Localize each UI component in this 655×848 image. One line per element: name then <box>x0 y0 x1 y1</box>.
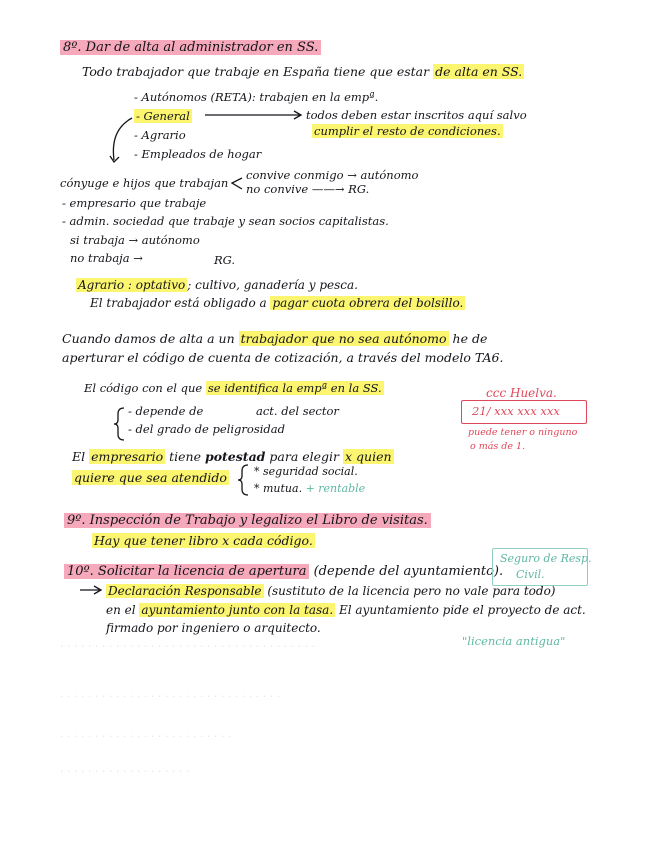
section-10-title: 10º. Solicitar la licencia de apertura (depende del ayuntamiento). <box>64 564 503 579</box>
ccc-note-2: o más de 1. <box>470 441 526 452</box>
rg-label: RG. <box>214 253 236 267</box>
seguro-label-1: Seguro de Resp. <box>500 552 592 565</box>
brace-icon <box>114 408 124 440</box>
noconvive-line: no convive ——→ RG. <box>246 182 370 196</box>
admin-line: - admin. sociedad que trabaje y sean socios capitalistas. <box>62 214 389 228</box>
convive-line: convive conmigo → autónomo <box>246 168 419 182</box>
s8-line-1: Todo trabajador que trabaje en España tiene que estar de alta en SS. <box>82 64 523 79</box>
agrario-optativo: Agrario : optativo ; cultivo, ganadería y pesca. <box>78 278 358 292</box>
ccc-label: ccc Huelva. <box>486 386 557 400</box>
ayuntamiento-line: en el ayuntamiento junto con la tasa. El ayuntamiento pide el proyecto de act. <box>106 603 586 617</box>
s9-line: Hay que tener libro x cada código. <box>94 533 313 548</box>
regime-reta: - Autónomos (RETA): trabajen en la empª. <box>134 90 379 104</box>
regime-agrario: - Agrario <box>134 128 186 142</box>
apertura-line: aperturar el código de cuenta de cotización, a través del modelo TA6. <box>62 350 504 365</box>
grado-line: - del grado de peligrosidad <box>128 422 285 436</box>
general-note: todos deben estar inscritos aquí salvo <box>306 108 527 122</box>
seguro-label-2: Civil. <box>516 568 545 581</box>
empresario-line: - empresario que trabaje <box>62 196 207 210</box>
no-trabaja-line: no trabaja → <box>70 251 143 265</box>
option-mutua: * mutua. + rentable <box>254 482 366 495</box>
si-trabaja-line: si trabaja → autónomo <box>70 233 200 247</box>
regime-general: - General <box>136 109 190 123</box>
cuando-line: Cuando damos de alta a un trabajador que no sea autónomo he de <box>62 331 488 346</box>
regime-hogar: - Empleados de hogar <box>134 147 262 161</box>
ccc-number: 21/ xxx xxx xxx <box>472 404 560 418</box>
bleed-through-text: · · · · · · · · · · · · · · · · · · · · · · · · · <box>60 730 232 743</box>
section-8-title: 8º. Dar de alta al administrador en SS. <box>60 40 321 55</box>
section-9-title: 9º. Inspección de Trabajo y legalizo el Libro de visitas. <box>64 513 431 528</box>
firmado-line: firmado por ingeniero o arquitecto. <box>106 621 321 635</box>
act-sector: act. del sector <box>256 404 339 418</box>
brace-icon <box>238 465 248 495</box>
obligado-line: El trabajador está obligado a pagar cuota obrera del bolsillo. <box>90 296 464 310</box>
option-seguridad-social: * seguridad social. <box>254 465 358 478</box>
licencia-antigua-note: "licencia antigua" <box>462 634 566 648</box>
general-note-2: cumplir el resto de condiciones. <box>314 124 501 138</box>
bleed-through-text: · · · · · · · · · · · · · · · · · · · · · · · · · · · · · · · · · · · · · <box>60 640 316 653</box>
empresario-potestad: El empresario tiene potestad para elegir x quien <box>72 449 392 464</box>
quiere-line: quiere que sea atendido <box>74 470 227 485</box>
declaracion-line: Declaración Responsable (sustituto de la licencia pero no vale para todo) <box>108 584 556 598</box>
codigo-line: El código con el que se identifica la empª en la SS. <box>84 381 382 395</box>
ccc-note-1: puede tener o ninguno <box>468 427 578 438</box>
conyuge-line: cónyuge e hijos que trabajan <box>60 176 229 190</box>
bracket-icon <box>232 178 242 189</box>
bleed-through-text: · · · · · · · · · · · · · · · · · · · · · · · · · · · · · · · · <box>60 690 281 703</box>
curved-arrow-icon <box>113 118 132 160</box>
depende-line: - depende de <box>128 404 204 418</box>
bleed-through-text: · · · · · · · · · · · · · · · · · · · <box>60 765 190 778</box>
